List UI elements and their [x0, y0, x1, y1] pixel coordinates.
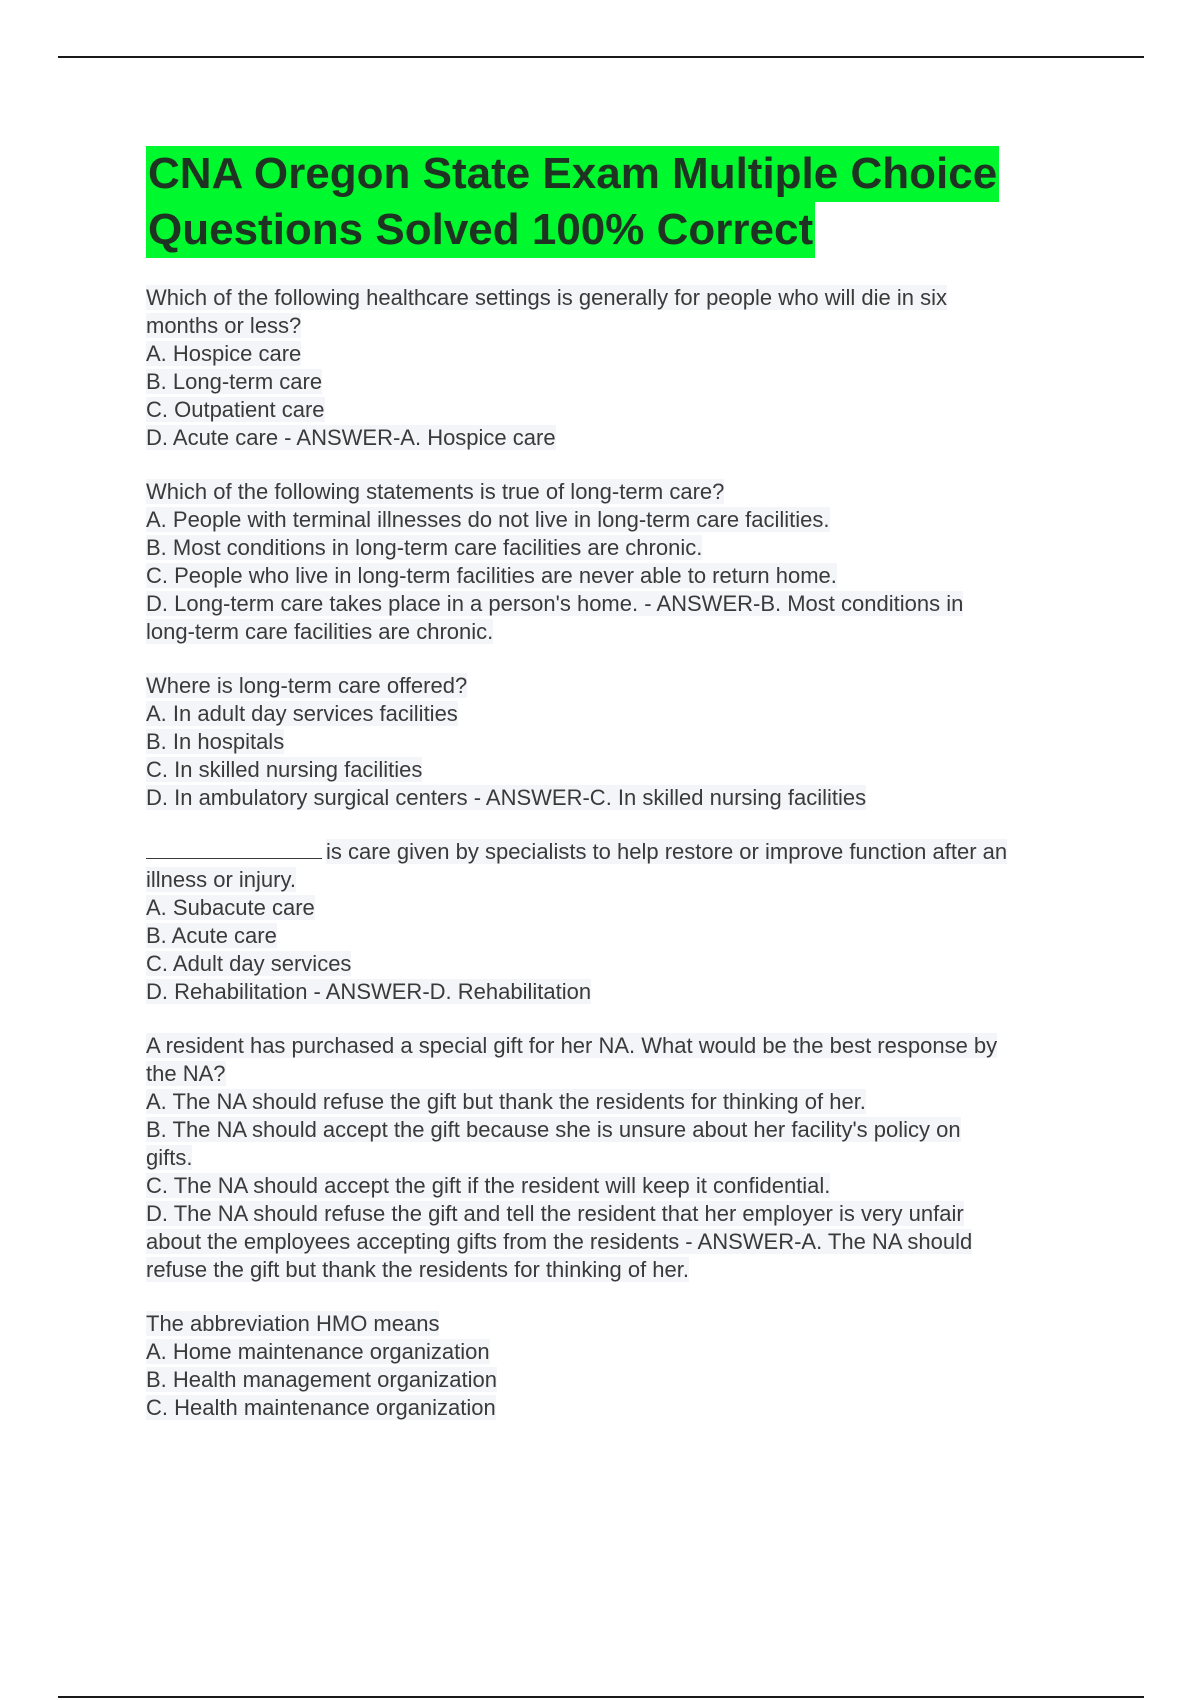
option-a: A. Hospice care	[146, 341, 302, 366]
option-b: B. Long-term care	[146, 369, 323, 394]
option-d-answer: D. In ambulatory surgical centers - ANSWER-C. In skilled nursing facilities	[146, 785, 867, 810]
fill-in-blank	[146, 840, 322, 859]
option-d-answer: D. Acute care - ANSWER-A. Hospice care	[146, 425, 556, 450]
footer-rule	[58, 1696, 1144, 1698]
question-line: A resident has purchased a special gift for her NA. What would be the best response by	[146, 1033, 998, 1058]
title-line-2	[146, 202, 1090, 258]
title-text-1: CNA Oregon State Exam Multiple Choice	[146, 146, 999, 202]
option-c: C. Health maintenance organization	[146, 1395, 496, 1420]
option-b-continuation: gifts.	[146, 1145, 193, 1170]
option-c: C. The NA should accept the gift if the resident will keep it confidential.	[146, 1173, 831, 1198]
question-line: the NA?	[146, 1061, 226, 1086]
question-line: The abbreviation HMO means	[146, 1311, 440, 1336]
title-text-2: Questions Solved 100% Correct	[146, 202, 815, 258]
answer-continuation: refuse the gift but thank the residents for thinking of her.	[146, 1257, 689, 1282]
question-line: illness or injury.	[146, 867, 296, 892]
question-6	[146, 1310, 1090, 1422]
question-line: Where is long-term care offered?	[146, 673, 468, 698]
title-line-1	[146, 146, 1090, 202]
question-1	[146, 284, 1090, 452]
option-a: A. Home maintenance organization	[146, 1339, 490, 1364]
answer-continuation: long-term care facilities are chronic.	[146, 619, 494, 644]
option-b: B. Acute care	[146, 923, 277, 948]
option-a: A. Subacute care	[146, 895, 315, 920]
question-line: Which of the following statements is true of long-term care?	[146, 479, 725, 504]
question-5	[146, 1032, 1090, 1284]
option-d-answer: D. The NA should refuse the gift and tell the resident that her employer is very unfair	[146, 1201, 964, 1226]
question-3	[146, 672, 1090, 812]
option-d-answer: D. Long-term care takes place in a person's home. - ANSWER-B. Most conditions in	[146, 591, 964, 616]
option-c: C. Adult day services	[146, 951, 352, 976]
option-c: C. Outpatient care	[146, 397, 325, 422]
option-a: A. In adult day services facilities	[146, 701, 458, 726]
option-b: B. The NA should accept the gift because she is unsure about her facility's policy on	[146, 1117, 961, 1142]
option-c: C. In skilled nursing facilities	[146, 757, 423, 782]
question-4	[146, 838, 1090, 1006]
option-b: B. Health management organization	[146, 1367, 497, 1392]
option-a: A. People with terminal illnesses do not live in long-term care facilities.	[146, 507, 830, 532]
option-d-answer: D. Rehabilitation - ANSWER-D. Rehabilitation	[146, 979, 592, 1004]
option-a: A. The NA should refuse the gift but thank the residents for thinking of her.	[146, 1089, 866, 1114]
option-c: C. People who live in long-term facilities are never able to return home.	[146, 563, 837, 588]
document-title	[146, 146, 1090, 258]
question-list	[146, 284, 1090, 1448]
answer-continuation: about the employees accepting gifts from the residents - ANSWER-A. The NA should	[146, 1229, 973, 1254]
question-line: Which of the following healthcare settings is generally for people who will die in six	[146, 285, 947, 310]
question-line: months or less?	[146, 313, 302, 338]
question-line: is care given by specialists to help restore or improve function after an	[146, 838, 1090, 866]
question-2	[146, 478, 1090, 646]
header-rule	[58, 56, 1144, 58]
option-b: B. In hospitals	[146, 729, 285, 754]
option-b: B. Most conditions in long-term care facilities are chronic.	[146, 535, 703, 560]
